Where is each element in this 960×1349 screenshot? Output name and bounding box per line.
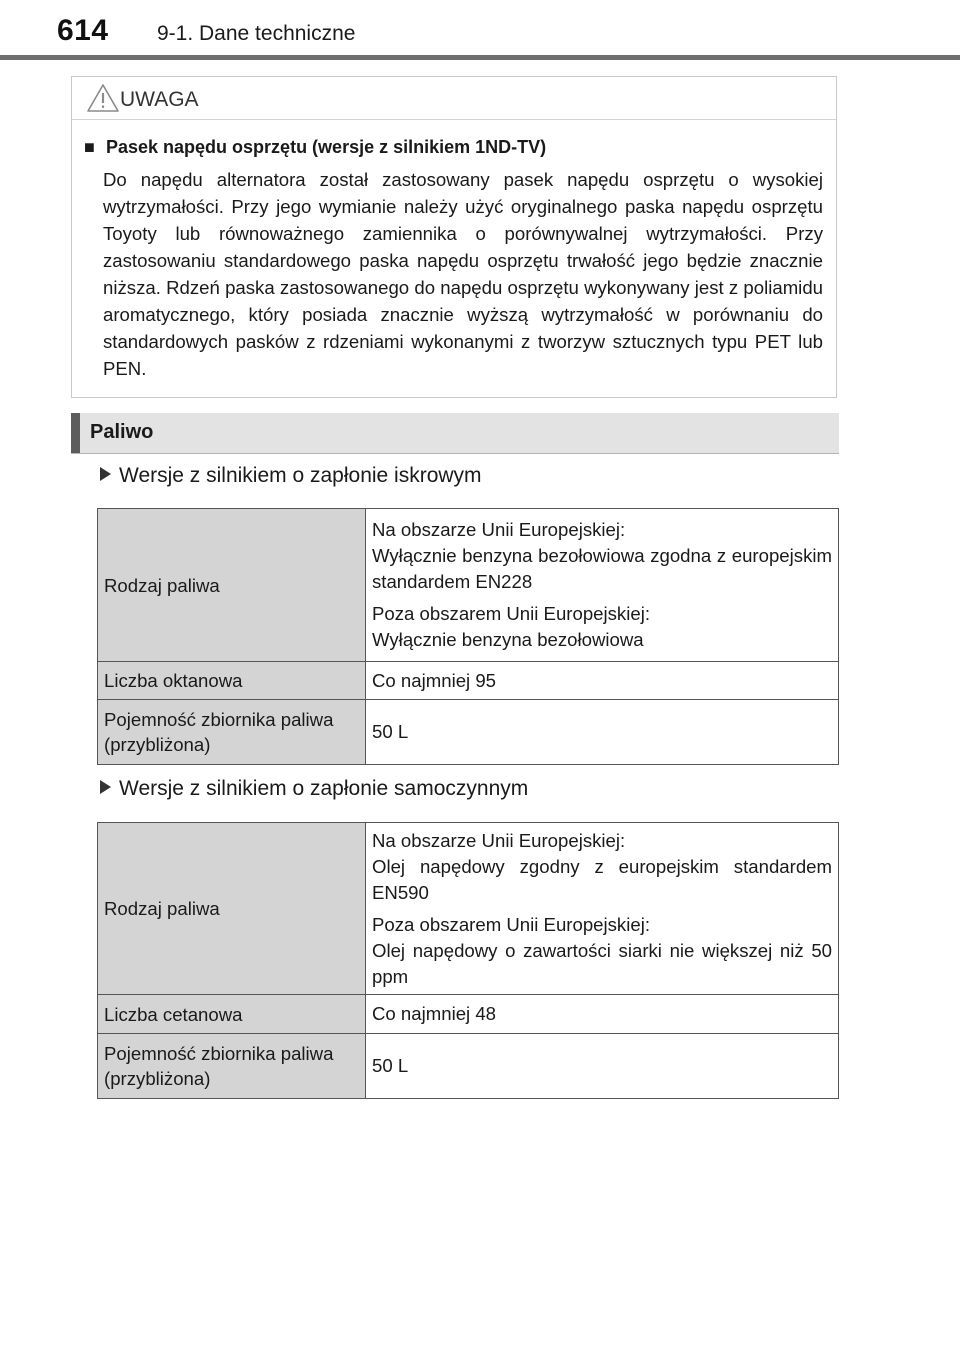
warning-header [72,77,836,120]
table-key-cell: Liczba cetanowa [98,995,366,1034]
table-row [98,1034,839,1099]
table-key-cell: Rodzaj paliwa [98,823,366,995]
table-value-cell: 50 L [366,700,839,765]
value-line: Olej napędowy zgodny z europejskim standardem EN590 [372,855,832,903]
table-value-cell: 50 L [366,1034,839,1099]
value-line: Poza obszarem Unii Europejskiej: [372,913,650,935]
petrol-fuel-table [97,508,839,765]
table-row [98,995,839,1034]
warning-label: UWAGA [120,88,199,111]
section-heading-bar [71,413,839,454]
table-key-cell: Pojemność zbiornika paliwa (przybliżona) [98,1034,366,1099]
value-line: Wyłącznie benzyna bezołowiowa [372,629,644,650]
diesel-subheading [100,777,528,801]
warning-triangle-icon [86,83,120,113]
warning-text: Do napędu alternatora został zastosowany pasek napędu osprzętu o wysokiej wytrzymałości. Przy jego wymianie należy użyć oryginalnego paska napędu osprzętu Toyoty lub równoważnego zamiennika o porównywalnej wytrzymałości. Przy zastosowaniu standardowego paska napędu osprzętu trwałość jego będzie znacznie niższa. Rdzeń paska zastosowanego do napędu osprzętu wykonywany jest z poliamidu aromatycznego, który posiada znacznie wyższą wytrzymałość w porównaniu do standardowych pasków z rdzeniami wykonanymi z tworzyw sztucznych typu PET lub PEN. [103,169,823,379]
value-line: Na obszarze Unii Europejskiej: [372,519,626,540]
triangle-bullet-icon [100,467,111,481]
page-number: 614 [57,14,109,47]
header-rule [0,55,960,60]
table-key-cell: Liczba oktanowa [98,662,366,700]
diesel-fuel-table [97,822,839,1099]
diesel-subheading-text: Wersje z silnikiem o zapłonie samoczynnym [119,777,529,800]
table-value-cell: Co najmniej 95 [366,662,839,700]
table-value-cell: Co najmniej 48 [366,995,839,1034]
warning-title-text: Pasek napędu osprzętu (wersje z silnikiem 1ND-TV) [106,137,547,157]
table-row [98,509,839,662]
petrol-subheading [100,464,482,488]
section-heading: Paliwo [90,421,154,443]
table-value-cell [366,823,839,995]
section-accent [71,413,80,453]
warning-title [84,137,824,158]
table-row [98,700,839,765]
table-value-cell [366,509,839,662]
triangle-bullet-icon [100,780,111,794]
table-row [98,823,839,995]
table-key-cell: Rodzaj paliwa [98,509,366,662]
value-line: Wyłącznie benzyna bezołowiowa zgodna z europejskim standardem EN228 [372,545,832,592]
square-bullet-icon: ■ [84,137,95,157]
value-line: Na obszarze Unii Europejskiej: [372,829,626,851]
table-row [98,662,839,700]
warning-box [71,76,837,398]
value-line: Olej napędowy o zawartości siarki nie większej niż 50 ppm [372,939,832,987]
page-header [0,0,960,60]
value-line: Poza obszarem Unii Europejskiej: [372,603,650,624]
chapter-title: 9-1. Dane techniczne [157,22,356,45]
petrol-subheading-text: Wersje z silnikiem o zapłonie iskrowym [119,464,482,487]
table-key-cell: Pojemność zbiornika paliwa (przybliżona) [98,700,366,765]
